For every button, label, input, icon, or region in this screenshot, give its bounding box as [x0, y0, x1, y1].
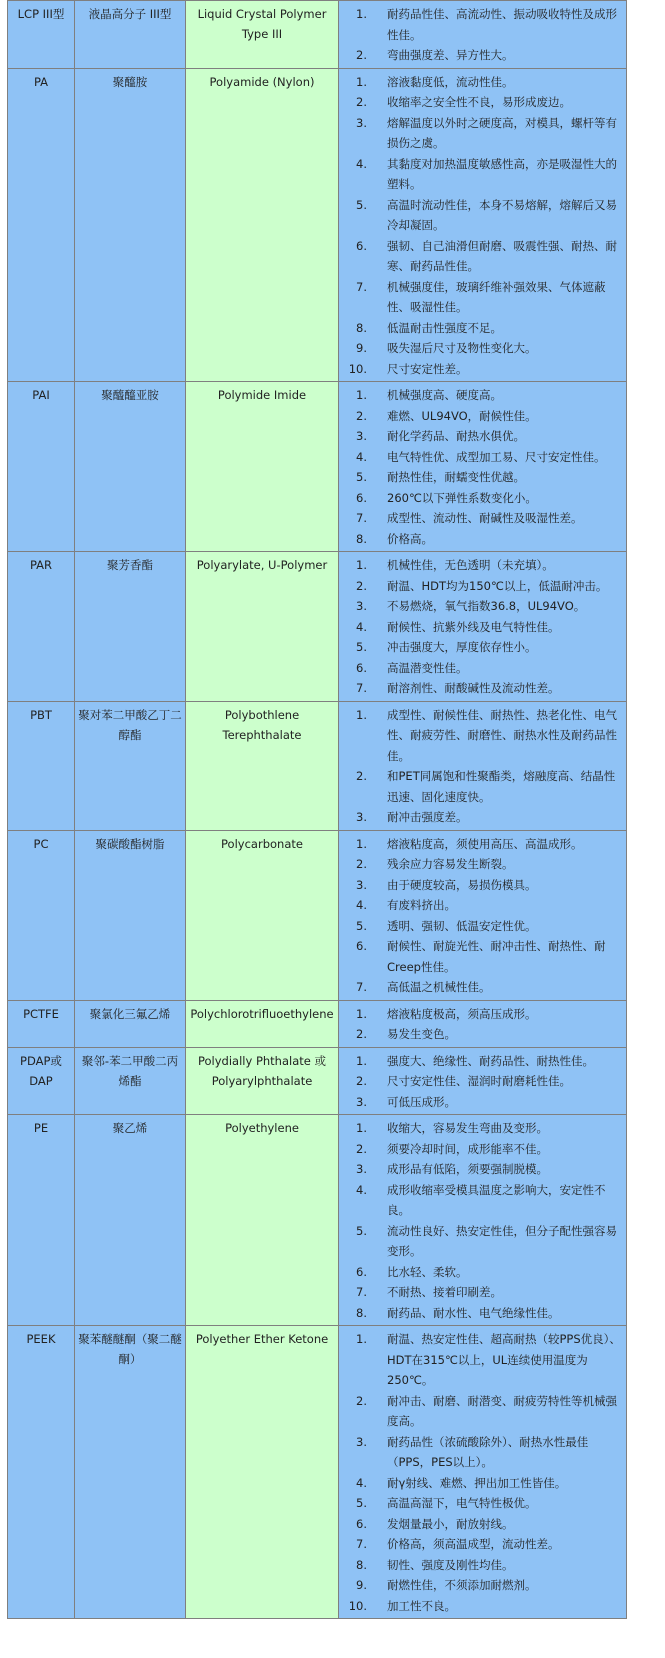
property-number: 5.: [356, 918, 367, 933]
property-item: [341, 1534, 624, 1555]
property-item: [341, 4, 624, 45]
property-number: 7.: [356, 279, 367, 294]
property-number: 7.: [356, 1285, 367, 1299]
abbreviation-text: PAI: [32, 388, 50, 402]
property-text: 耐药品、耐水性、电气绝缘性佳。: [387, 1305, 560, 1320]
property-text: 难燃、UL94VO，耐候性佳。: [387, 408, 537, 423]
abbreviation-text: PCTFE: [23, 1006, 59, 1021]
properties-cell: [339, 830, 627, 1000]
property-text: 高温高湿下，电气特性极优。: [387, 1496, 537, 1510]
property-item: [341, 72, 624, 93]
property-item: [341, 678, 624, 699]
abbreviation-cell: [8, 1047, 75, 1115]
chinese-name-cell: [75, 701, 186, 830]
properties-list: [341, 385, 624, 549]
property-item: [341, 447, 624, 468]
property-number: 8.: [356, 1557, 367, 1572]
property-item: [341, 807, 624, 828]
property-item: [341, 1432, 624, 1473]
table-row: [8, 552, 627, 702]
property-item: [341, 875, 624, 896]
property-item: [341, 1514, 624, 1535]
chinese-name-text: 聚对苯二甲酸乙丁二醇酯: [78, 707, 182, 742]
property-item: [341, 277, 624, 318]
property-number: 5.: [356, 470, 367, 484]
property-number: 4.: [356, 156, 367, 171]
property-text: 耐温、HDT均为150℃以上，低温耐冲击。: [387, 578, 608, 593]
property-item: [341, 834, 624, 855]
property-number: 3.: [356, 429, 367, 443]
property-number: 5.: [356, 1223, 367, 1238]
english-name-cell: [186, 552, 339, 702]
property-text: 其黏度对加热温度敏感性高，亦是吸湿性大的塑料。: [387, 156, 617, 191]
property-text: 尺寸安定性佳、湿润时耐磨耗性佳。: [387, 1074, 571, 1088]
property-text: 耐燃性佳，不须添加耐燃剂。: [387, 1578, 537, 1592]
property-text: 收缩大，容易发生弯曲及变形。: [387, 1121, 548, 1135]
property-item: [341, 1118, 624, 1139]
property-item: [341, 406, 624, 427]
property-item: [341, 916, 624, 937]
property-item: [341, 1092, 624, 1113]
property-text: 价格高。: [387, 531, 433, 546]
english-name-cell: [186, 1047, 339, 1115]
abbreviation-cell: [8, 68, 75, 382]
table-row: [8, 382, 627, 552]
chinese-name-cell: [75, 1047, 186, 1115]
property-text: 高温潜变性佳。: [387, 660, 468, 675]
property-text: 耐溶剂性、耐酸碱性及流动性差。: [387, 681, 560, 695]
property-text: 弯曲强度差、异方性大。: [387, 48, 514, 62]
abbreviation-text: PAR: [29, 558, 53, 572]
property-number: 9.: [356, 341, 367, 355]
english-name-cell: [186, 382, 339, 552]
table-body: [8, 1, 627, 1619]
table-row: [8, 1326, 627, 1619]
chinese-name-cell: [75, 1, 186, 69]
property-text: 高低温之机械性佳。: [387, 980, 491, 994]
property-item: [341, 1262, 624, 1283]
property-item: [341, 1221, 624, 1262]
property-item: [341, 467, 624, 488]
property-number: 5.: [356, 1496, 367, 1510]
property-item: [341, 1555, 624, 1576]
chinese-name-text: 聚苯醚醚酮（聚二醚酮）: [78, 1332, 182, 1366]
property-number: 6.: [356, 1264, 367, 1279]
property-text: 成形品有低陷，须要强制脱模。: [387, 1162, 548, 1176]
property-item: [341, 1051, 624, 1072]
property-number: 4.: [356, 1182, 367, 1197]
property-number: 1.: [356, 1121, 367, 1135]
english-name-text: Polycarbonate: [221, 836, 303, 851]
table-row: [8, 701, 627, 830]
property-number: 1.: [356, 74, 367, 89]
property-text: 有废料挤出。: [387, 898, 456, 912]
property-text: 残余应力容易发生断裂。: [387, 857, 514, 871]
property-number: 4.: [356, 1475, 367, 1490]
properties-list: [341, 4, 624, 66]
property-item: [341, 338, 624, 359]
chinese-name-cell: [75, 1115, 186, 1326]
properties-cell: [339, 68, 627, 382]
table-row: [8, 1115, 627, 1326]
property-item: [341, 1575, 624, 1596]
property-number: 1.: [356, 388, 367, 402]
property-text: 溶液黏度低，流动性佳。: [387, 74, 514, 89]
property-item: [341, 1180, 624, 1221]
property-text: 机械强度高、硬度高。: [387, 388, 502, 402]
english-name-cell: [186, 1000, 339, 1047]
property-number: 10.: [348, 361, 367, 376]
property-number: 2.: [356, 1027, 367, 1041]
abbreviation-text: PA: [33, 74, 49, 89]
property-text: 耐热性佳，耐蠕变性优越。: [387, 470, 525, 484]
property-text: 260℃以下弹性系数变化小。: [387, 490, 537, 505]
property-item: [341, 1493, 624, 1514]
property-number: 5.: [356, 197, 367, 212]
properties-list: [341, 555, 624, 699]
property-item: [341, 1282, 624, 1303]
properties-list: [341, 1118, 624, 1323]
property-item: [341, 426, 624, 447]
property-number: 6.: [356, 238, 367, 253]
property-item: [341, 766, 624, 807]
english-name-text: Polydially Phthalate 或Polyarylphthalate: [197, 1053, 326, 1088]
property-text: 发烟量最小，耐放射线。: [387, 1516, 514, 1531]
english-name-cell: [186, 830, 339, 1000]
properties-cell: [339, 552, 627, 702]
property-item: [341, 936, 624, 977]
english-name-text: Polymide Imide: [217, 388, 307, 402]
property-text: 耐药品性佳、高流动性、振动吸收特性及成形性佳。: [387, 7, 617, 42]
abbreviation-text: PE: [33, 1121, 49, 1135]
property-number: 3.: [356, 1094, 367, 1109]
abbreviation-cell: [8, 552, 75, 702]
english-name-cell: [186, 68, 339, 382]
property-text: 不易燃烧，氧气指数36.8，UL94VO。: [387, 599, 586, 613]
english-name-text: Polyethylene: [225, 1121, 299, 1135]
property-text: 耐γ射线、难燃、押出加工性皆佳。: [387, 1475, 567, 1490]
property-item: [341, 1596, 624, 1617]
property-text: 高温时流动性佳，本身不易熔解，熔解后又易冷却凝固。: [387, 197, 617, 232]
table-row: [8, 68, 627, 382]
properties-cell: [339, 1, 627, 69]
property-item: [341, 92, 624, 113]
property-item: [341, 555, 624, 576]
property-number: 1.: [356, 7, 367, 21]
abbreviation-text: LCP III型: [17, 7, 65, 21]
property-text: 熔液粘度高，须使用高压、高温成形。: [387, 836, 583, 851]
property-text: 和PET同属饱和性聚酯类，熔融度高、结晶性迅速、固化速度快。: [387, 769, 616, 804]
chinese-name-text: 聚乙烯: [112, 1121, 148, 1135]
property-text: 机械性佳，无色透明（未充填）。: [387, 558, 554, 572]
chinese-name-cell: [75, 552, 186, 702]
property-text: 尺寸安定性差。: [387, 361, 468, 376]
property-text: 韧性、强度及刚性均佳。: [387, 1557, 514, 1572]
abbreviation-cell: [8, 1, 75, 69]
property-number: 1.: [356, 1053, 367, 1068]
property-number: 2.: [356, 578, 367, 593]
property-item: [341, 318, 624, 339]
property-number: 6.: [356, 939, 367, 953]
property-text: 耐化学药品、耐热水俱优。: [387, 429, 525, 443]
property-number: 1.: [356, 1006, 367, 1021]
property-number: 2.: [356, 1393, 367, 1408]
property-number: 3.: [356, 810, 367, 824]
property-number: 2.: [356, 95, 367, 109]
chinese-name-text: 液晶高分子 III型: [88, 7, 172, 21]
properties-list: [341, 1051, 624, 1113]
property-text: 冲击强度大，厚度依存性小。: [387, 640, 537, 654]
abbreviation-cell: [8, 1326, 75, 1619]
property-text: 收缩率之安全性不良，易形成废边。: [387, 95, 571, 109]
property-number: 4.: [356, 619, 367, 634]
property-text: 耐候性、抗紫外线及电气特性佳。: [387, 619, 560, 634]
abbreviation-text: PEEK: [26, 1332, 56, 1346]
property-number: 6.: [356, 660, 367, 675]
property-number: 8.: [356, 531, 367, 546]
property-item: [341, 1159, 624, 1180]
chinese-name-cell: [75, 830, 186, 1000]
property-item: [341, 236, 624, 277]
property-item: [341, 1024, 624, 1045]
property-number: 2.: [356, 1141, 367, 1156]
property-item: [341, 195, 624, 236]
property-text: 熔解温度以外时之硬度高，对模具，螺杆等有损伤之虞。: [387, 115, 617, 150]
table-row: [8, 830, 627, 1000]
property-number: 9.: [356, 1578, 367, 1592]
property-number: 3.: [356, 1162, 367, 1176]
property-item: [341, 977, 624, 998]
table-row: [8, 1, 627, 69]
table-row: [8, 1000, 627, 1047]
property-number: 2.: [356, 48, 367, 62]
property-item: [341, 154, 624, 195]
property-item: [341, 1303, 624, 1324]
chinese-name-text: 聚醯胺: [112, 74, 148, 89]
abbreviation-cell: [8, 1115, 75, 1326]
property-text: 耐温、热安定性佳、超高耐热（较PPS优良）、HDT在315℃以上，UL连续使用温度为250℃。: [387, 1332, 621, 1387]
chinese-name-cell: [75, 382, 186, 552]
properties-cell: [339, 1326, 627, 1619]
property-item: [341, 359, 624, 380]
chinese-name-text: 聚氯化三氟乙烯: [89, 1006, 171, 1021]
property-item: [341, 1391, 624, 1432]
property-number: 2.: [356, 408, 367, 423]
property-number: 6.: [356, 1516, 367, 1531]
property-text: 由于硬度较高，易损伤模具。: [387, 877, 537, 892]
property-item: [341, 596, 624, 617]
abbreviation-cell: [8, 1000, 75, 1047]
abbreviation-cell: [8, 382, 75, 552]
chinese-name-cell: [75, 68, 186, 382]
property-text: 熔液粘度极高，须高压成形。: [387, 1006, 537, 1021]
property-text: 成型性、耐候性佳、耐热性、热老化性、电气性、耐疲劳性、耐磨性、耐热水性及耐药品性佳。: [387, 707, 617, 763]
property-number: 1.: [356, 1332, 367, 1346]
english-name-text: Polychlorotrifluoethylene: [190, 1006, 334, 1021]
property-text: 电气特性优、成型加工易、尺寸安定性佳。: [387, 449, 606, 464]
property-text: 强韧、自己油滑但耐磨、吸震性强、耐热、耐寒、耐药品性佳。: [387, 238, 617, 273]
property-item: [341, 895, 624, 916]
property-item: [341, 658, 624, 679]
property-item: [341, 617, 624, 638]
property-text: 易发生变色。: [387, 1027, 456, 1041]
properties-cell: [339, 382, 627, 552]
property-text: 成形收缩率受模具温度之影响大，安定性不良。: [387, 1182, 606, 1217]
property-text: 低温耐击性强度不足。: [387, 320, 502, 335]
property-number: 3.: [356, 1434, 367, 1449]
property-item: [341, 385, 624, 406]
property-item: [341, 529, 624, 550]
property-number: 1.: [356, 707, 367, 722]
property-number: 5.: [356, 640, 367, 654]
abbreviation-text: PBT: [30, 707, 52, 722]
property-item: [341, 1071, 624, 1092]
property-item: [341, 637, 624, 658]
chinese-name-text: 聚碳酸酯树脂: [95, 836, 165, 851]
property-text: 成型性、流动性、耐碱性及吸湿性差。: [387, 511, 583, 525]
property-number: 7.: [356, 980, 367, 994]
property-number: 7.: [356, 511, 367, 525]
english-name-cell: [186, 1, 339, 69]
abbreviation-text: PC: [33, 836, 49, 851]
property-text: 耐候性、耐旋光性、耐冲击性、耐热性、耐Creep性佳。: [387, 939, 606, 974]
english-name-text: Polybothlene Terephthalate: [222, 707, 302, 742]
property-text: 可低压成形。: [387, 1094, 456, 1109]
property-number: 7.: [356, 1537, 367, 1551]
chinese-name-cell: [75, 1000, 186, 1047]
property-item: [341, 1004, 624, 1025]
property-number: 4.: [356, 898, 367, 912]
properties-list: [341, 72, 624, 380]
property-item: [341, 705, 624, 767]
property-item: [341, 854, 624, 875]
english-name-text: Polyarylate, U-Polymer: [196, 558, 328, 572]
chinese-name-text: 聚醯醯亚胺: [101, 388, 159, 402]
property-number: 2.: [356, 769, 367, 783]
property-number: 1.: [356, 558, 367, 572]
properties-list: [341, 1004, 624, 1045]
english-name-cell: [186, 1115, 339, 1326]
property-number: 3.: [356, 599, 367, 613]
property-text: 耐冲击强度差。: [387, 810, 468, 824]
property-number: 10.: [348, 1598, 367, 1613]
property-number: 7.: [356, 681, 367, 695]
property-text: 流动性良好、热安定性佳，但分子配性强容易变形。: [387, 1223, 617, 1258]
english-name-cell: [186, 1326, 339, 1619]
property-text: 吸失湿后尺寸及物性变化大。: [387, 341, 537, 355]
english-name-cell: [186, 701, 339, 830]
property-text: 耐药品性（浓硫酸除外）、耐热水性最佳（PPS，PES以上）。: [387, 1434, 589, 1469]
property-item: [341, 1139, 624, 1160]
properties-cell: [339, 1000, 627, 1047]
property-number: 2.: [356, 1074, 367, 1088]
property-text: 加工性不良。: [387, 1598, 456, 1613]
chinese-name-cell: [75, 1326, 186, 1619]
abbreviation-cell: [8, 701, 75, 830]
property-item: [341, 576, 624, 597]
properties-list: [341, 834, 624, 998]
property-number: 3.: [356, 115, 367, 130]
polymer-properties-table: [7, 0, 627, 1619]
english-name-text: Polyamide (Nylon): [209, 74, 315, 89]
property-number: 1.: [356, 836, 367, 851]
property-text: 须要冷却时间，成形能率不佳。: [387, 1141, 548, 1156]
property-text: 价格高，须高温成型，流动性差。: [387, 1537, 560, 1551]
property-text: 耐冲击、耐磨、耐潜变、耐疲劳特性等机械强度高。: [387, 1393, 617, 1428]
properties-list: [341, 705, 624, 828]
properties-cell: [339, 1115, 627, 1326]
chinese-name-text: 聚邻-苯二甲酸二丙烯酯: [81, 1053, 179, 1088]
property-number: 8.: [356, 1305, 367, 1320]
property-text: 比水轻、柔软。: [387, 1264, 468, 1279]
english-name-text: Liquid Crystal Polymer Type III: [197, 7, 327, 41]
property-item: [341, 1329, 624, 1391]
properties-cell: [339, 701, 627, 830]
property-item: [341, 45, 624, 66]
property-number: 2.: [356, 857, 367, 871]
property-item: [341, 508, 624, 529]
property-number: 4.: [356, 449, 367, 464]
property-item: [341, 113, 624, 154]
property-number: 3.: [356, 877, 367, 892]
english-name-text: Polyether Ether Ketone: [195, 1332, 329, 1346]
property-number: 6.: [356, 490, 367, 505]
properties-list: [341, 1329, 624, 1616]
property-number: 8.: [356, 320, 367, 335]
property-item: [341, 1473, 624, 1494]
table-row: [8, 1047, 627, 1115]
abbreviation-text: PDAP或DAP: [20, 1053, 62, 1088]
property-text: 不耐热、接着印刷差。: [387, 1285, 502, 1299]
property-text: 机械强度佳，玻璃纤维补强效果、气体遮蔽性、吸湿性佳。: [387, 279, 606, 314]
abbreviation-cell: [8, 830, 75, 1000]
property-text: 强度大、绝缘性、耐药品性、耐热性佳。: [387, 1053, 594, 1068]
property-item: [341, 488, 624, 509]
property-text: 透明、强韧、低温安定性优。: [387, 918, 537, 933]
chinese-name-text: 聚芳香酯: [107, 558, 153, 572]
properties-cell: [339, 1047, 627, 1115]
